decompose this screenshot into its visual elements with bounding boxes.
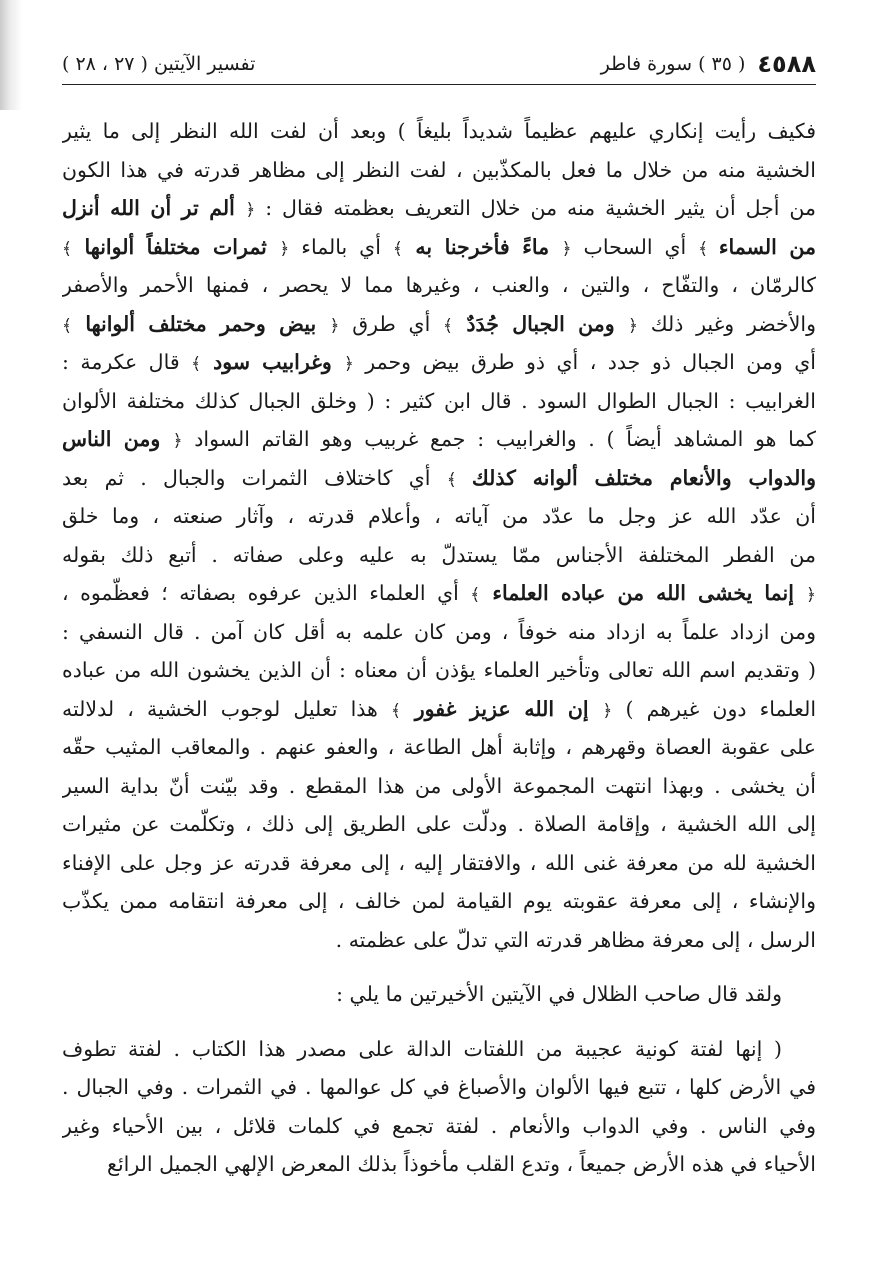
text-segment: العلماء دون غيرهم ) xyxy=(612,696,816,721)
text-line: ( إنها لفتة كونية عجيبة من اللفتات الدالة على مصدر هذا الكتاب . لفتة تطوف xyxy=(62,1036,782,1061)
text-line xyxy=(62,112,816,151)
text-line xyxy=(62,613,816,652)
text-line xyxy=(62,420,816,459)
ornate-bracket: ﴾ xyxy=(392,238,403,259)
text-line xyxy=(62,189,816,228)
text-line xyxy=(62,536,816,575)
ornate-bracket: ﴾ xyxy=(390,700,401,721)
text-segment: أي طرق xyxy=(339,311,444,336)
text-line xyxy=(62,497,816,536)
text-segment: والإنشاء ، إلى معرفة عقوبته يوم القيامة لمن خالف ، إلى معرفة انتقامه ممن يكذّب xyxy=(62,889,816,913)
text-segment: أي السحاب xyxy=(571,234,699,259)
ornate-bracket: ﴿ xyxy=(627,315,638,336)
text-segment: إلى الله الخشية ، وإقامة الصلاة . ودلّت على الطريق إلى ذلك ، وتكلّمت عن مثيرات xyxy=(62,812,816,836)
text-segment: أي ومن الجبال ذو جدد ، أي ذو طرق بيض وحمر xyxy=(353,350,816,374)
quran-quote: إنما يخشى الله من عباده العلماء xyxy=(480,581,807,605)
text-line xyxy=(62,305,816,344)
quran-quote: وغرابيب سود xyxy=(201,350,344,374)
text-line: الأحياء في هذه الأرض جميعاً ، وتدع القلب مأخوذاً بذلك المعرض الإلهي الجميل الرائع xyxy=(107,1152,816,1176)
text-line: في الأرض كلها ، تتبع فيها الألوان والأصباغ في كل عوالمها . في الثمرات . وفي الجبال . xyxy=(62,1075,816,1099)
text-segment: من أجل أن يثير الخشية منه من خلال التعريف بعظمته فقال : xyxy=(255,196,816,220)
ornate-bracket: ﴿ xyxy=(329,315,340,336)
ornate-bracket: ﴾ xyxy=(443,315,453,336)
quran-quote: والدواب والأنعام مختلف ألوانه كذلك xyxy=(471,465,816,490)
text-segment: فكيف رأيت إنكاري عليهم عظيماً شديداً بليغاً ) وبعد أن لفت الله النظر إلى ما يثير xyxy=(62,119,816,143)
text-segment: أي العلماء الذين عرفوه بصفاته ؛ فعظّموه ، xyxy=(62,581,471,605)
text-segment: على عقوبة العصاة وقهرهم ، وإثابة أهل الطاعة ، والعفو عنهم . والمعاقب المثيب حقّه xyxy=(62,735,816,759)
ornate-bracket: ﴿ xyxy=(806,585,816,605)
ornate-bracket: ﴿ xyxy=(343,354,354,374)
quote-intro-line: ولقد قال صاحب الظلال في الآيتين الأخيرتين ما يلي : xyxy=(336,982,782,1006)
quran-quote: ثمرات مختلفاً ألوانها xyxy=(71,234,280,259)
ornate-bracket: ﴿ xyxy=(279,238,290,259)
text-segment: أن عدّد الله عز وجل ما عدّد من آياته ، وأعلام قدرته ، وآثار صنعته ، وما خلق xyxy=(62,504,816,528)
text-line xyxy=(62,574,816,613)
text-line xyxy=(62,690,816,729)
ornate-bracket: ﴾ xyxy=(62,238,72,259)
text-line xyxy=(62,844,816,883)
text-line xyxy=(62,728,816,767)
text-segment: كالرمّان ، والتفّاح ، والتين ، والعنب ، وغيرها مما لا يحصر ، فمنها الأحمر والأصفر xyxy=(62,273,816,297)
text-line xyxy=(62,228,816,267)
text-line xyxy=(62,382,816,421)
ornate-bracket: ﴾ xyxy=(470,585,481,605)
running-title: تفسير الآيتين ( ٢٧ ، ٢٨ ) xyxy=(62,53,256,75)
text-line xyxy=(62,921,816,960)
text-segment: الرسل ، إلى معرفة مظاهر قدرته التي تدلّ على عظمته . xyxy=(335,927,816,952)
quran-quote: ومن الناس xyxy=(62,427,173,451)
ornate-bracket: ﴾ xyxy=(698,238,719,259)
text-line xyxy=(62,266,816,305)
text-segment: الغرابيب : الجبال الطوال السود . قال ابن كثير : ( وخلق الجبال كذلك مختلفة الألوان xyxy=(62,388,816,413)
text-segment: من الفطر المختلفة الأجناس ممّا يستدلّ به عليه وعلى صفاته . أتبع ذلك بقوله xyxy=(62,542,816,567)
text-line xyxy=(62,343,816,382)
commentary-paragraph xyxy=(62,112,816,959)
quran-quote: ألم تر أن الله أنزل xyxy=(62,196,246,220)
header-right-group xyxy=(601,50,816,78)
ornate-bracket: ﴿ xyxy=(172,431,183,451)
ornate-bracket: ﴾ xyxy=(446,469,472,490)
ornate-bracket: ﴾ xyxy=(191,354,202,374)
quran-quote: بيض وحمر مختلف ألوانها xyxy=(71,311,330,336)
page-number: ٤٥٨٨ xyxy=(757,50,816,78)
scan-edge-shadow xyxy=(0,0,22,110)
quran-quote: ومن الجبال جُدَدٌ xyxy=(452,311,628,336)
quran-quote: إن الله عزيز غفور xyxy=(400,696,603,721)
text-line xyxy=(62,805,816,844)
text-segment: أي كاختلاف الثمرات والجبال . ثم بعد xyxy=(62,465,447,490)
ornate-bracket: ﴿ xyxy=(561,238,572,259)
text-segment: الخشية منه من خلال ما فعل بالمكذّبين ، لفت النظر إلى مظاهر قدرته في هذا الكون xyxy=(62,157,816,182)
text-line xyxy=(62,151,816,190)
text-segment: أن يخشى . وبهذا انتهت المجموعة الأولى من هذا المقطع . وقد بيّنت أنّ بداية السير xyxy=(62,773,816,798)
text-segment: أي بالماء xyxy=(289,234,393,259)
text-segment: الخشية لله من معرفة غنى الله ، والافتقار إليه ، إلى معرفة قدرته عز وجل على الإفناء xyxy=(62,850,816,875)
ornate-bracket: ﴿ xyxy=(602,700,613,721)
text-line: وفي الناس . وفي الدواب والأنعام . لفتة تجمع في كلمات قلائل ، بين الأحياء وغير xyxy=(62,1113,816,1138)
page-body xyxy=(62,112,816,1184)
text-line xyxy=(62,459,816,498)
text-line xyxy=(62,651,816,690)
text-segment: قال عكرمة : xyxy=(62,350,192,374)
text-segment: كما هو المشاهد أيضاً ) . والغرابيب : جمع غربيب وهو القاتم السواد xyxy=(182,427,816,451)
text-segment: والأخضر وغير ذلك xyxy=(637,311,816,336)
ornate-bracket: ﴾ xyxy=(62,315,72,336)
text-line xyxy=(62,882,816,921)
text-line xyxy=(62,767,816,806)
surah-name: ( ٣٥ ) سورة فاطر xyxy=(600,53,746,75)
page-header xyxy=(62,44,816,85)
text-segment: هذا تعليل لوجوب الخشية ، لدلالته xyxy=(62,696,391,721)
quran-quote: من السماء xyxy=(718,234,816,259)
text-segment: ( وتقديم اسم الله تعالى وتأخير العلماء يؤذن أن معناه : أن الذين يخشون الله من عباده xyxy=(62,658,816,682)
ornate-bracket: ﴿ xyxy=(245,200,256,220)
quran-quote: ماءً فأخرجنا به xyxy=(402,234,562,259)
text-segment: ومن ازداد علماً به ازداد منه خوفاً ، ومن كان علمه به أقل كان آمن . قال النسفي : xyxy=(62,619,816,644)
quoted-paragraph xyxy=(62,1030,816,1184)
